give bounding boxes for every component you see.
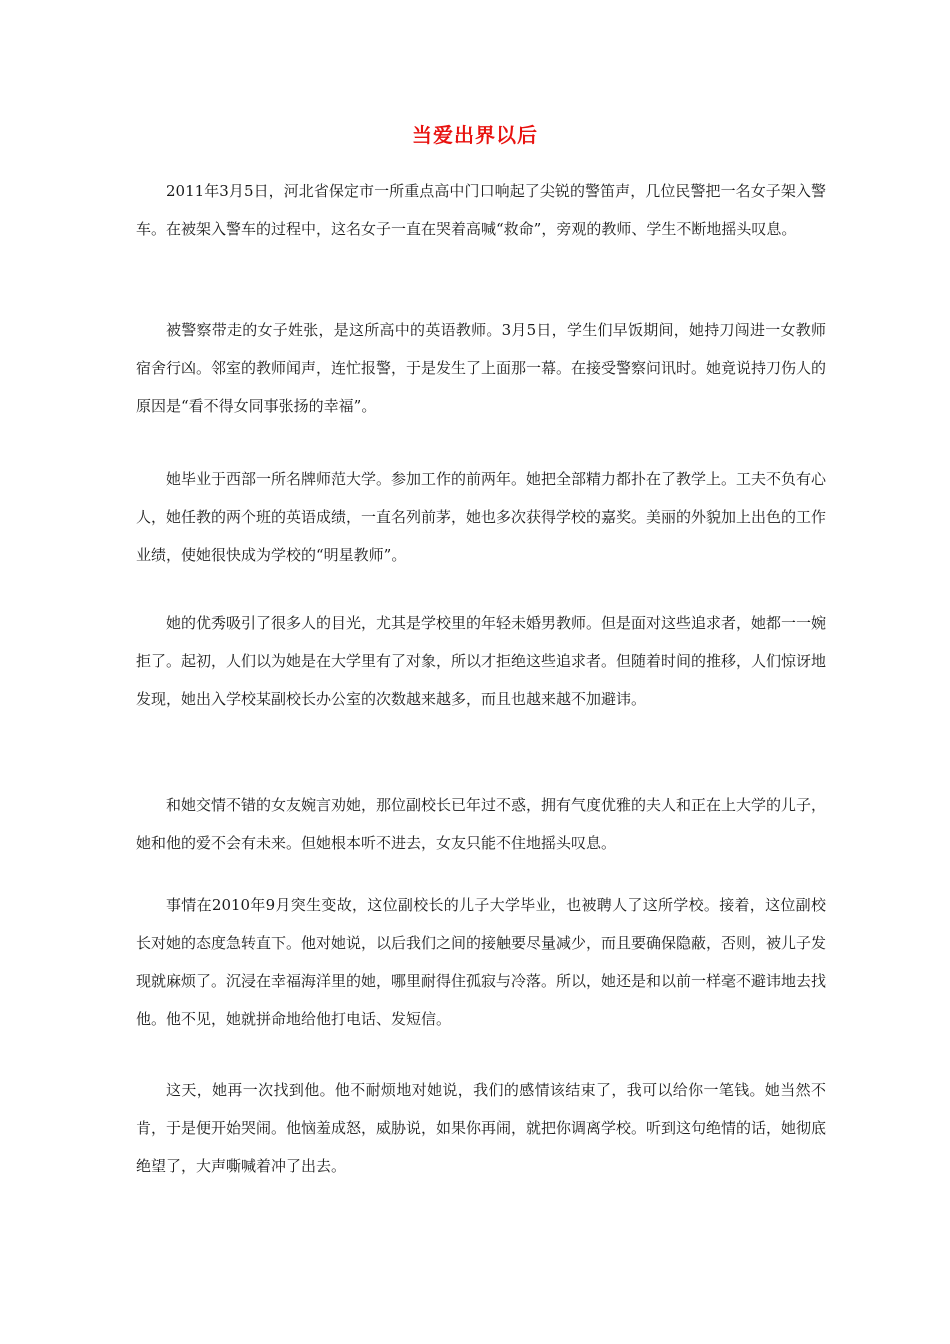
paragraph-2: 被警察带走的女子姓张，是这所高中的英语教师。3月5日，学生们早饭期间，她持刀闯进一女教师宿舍行凶。邻室的教师闻声，连忙报警，于是发生了上面那一幕。在接受警察问讯时。她竟说持刀伤人的原因是“看不得女同事张扬的幸福”。 xyxy=(136,321,827,415)
document-title: 当爱出界以后 xyxy=(412,123,538,147)
paragraph-7: 这天，她再一次找到他。他不耐烦地对她说，我们的感情该结束了，我可以给你一笔钱。她当然不肯，于是便开始哭闹。他恼羞成怒，威胁说，如果你再闹，就把你调离学校。听到这句绝情的话，她彻底绝望了，大声嘶喊着冲了出去。 xyxy=(136,1081,827,1175)
paragraph-6: 事情在2010年9月突生变故，这位副校长的儿子大学毕业，也被聘人了这所学校。接着，这位副校长对她的态度急转直下。他对她说，以后我们之间的接触要尽量减少，而且要确保隐蔽，否则，被儿子发现就麻烦了。沉浸在幸福海洋里的她，哪里耐得住孤寂与冷落。所以，她还是和以前一样毫不避讳地去找他。他不见，她就拼命地给他打电话、发短信。 xyxy=(136,896,827,1028)
paragraph-1: 2011年3月5日，河北省保定市一所重点高中门口响起了尖锐的警笛声，几位民警把一名女子架入警车。在被架入警车的过程中，这名女子一直在哭着高喊“救命”，旁观的教师、学生不断地摇头叹息。 xyxy=(136,182,826,238)
paragraph-3: 她毕业于西部一所名牌师范大学。参加工作的前两年。她把全部精力都扑在了教学上。工夫不负有心人，她任教的两个班的英语成绩，一直名列前茅，她也多次获得学校的嘉奖。美丽的外貌加上出色的工作业绩，使她很快成为学校的“明星教师”。 xyxy=(136,470,827,564)
paragraph-4: 她的优秀吸引了很多人的目光，尤其是学校里的年轻未婚男教师。但是面对这些追求者，她都一一婉拒了。起初，人们以为她是在大学里有了对象，所以才拒绝这些追求者。但随着时间的推移，人们惊讶地发现，她出入学校某副校长办公室的次数越来越多，而且也越来越不加避讳。 xyxy=(136,614,827,708)
paragraph-5: 和她交情不错的女友婉言劝她，那位副校长已年过不惑，拥有气度优雅的夫人和正在上大学的儿子，她和他的爱不会有未来。但她根本听不进去，女友只能不住地摇头叹息。 xyxy=(136,796,827,852)
